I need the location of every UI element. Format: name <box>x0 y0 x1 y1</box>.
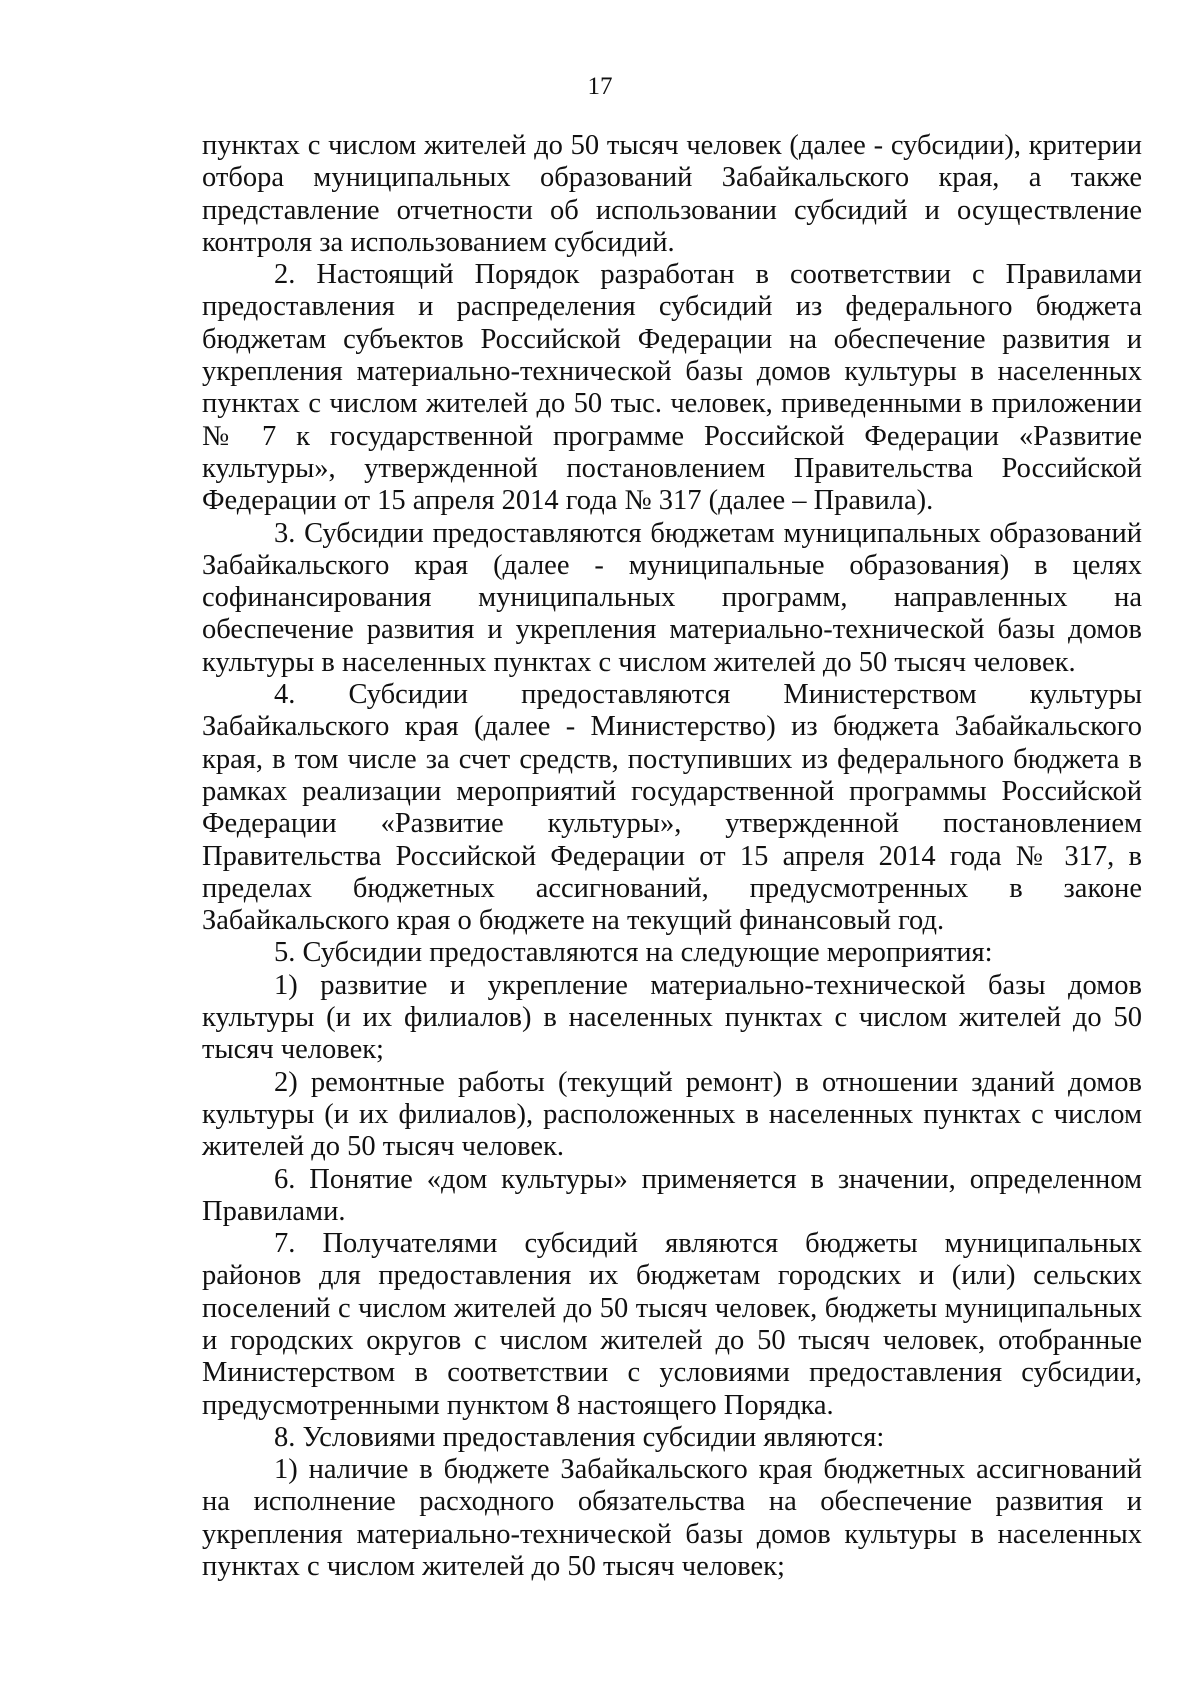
document-body <box>202 130 1142 1583</box>
paragraph-8: 8. Условиями предоставления субсидии являются: <box>274 1421 885 1453</box>
paragraph-5: 5. Субсидии предоставляются на следующие мероприятия: <box>274 937 993 969</box>
paragraph-3: 3. Субсидии предоставляются бюджетам муниципальных образований Забайкальского края (далее - муниципальные образования) в целях софинансирования муниципальных программ, направленных на обеспечение развития и укрепления материально-технической базы домов культуры в населенных пунктах с числом жителей до 50 тысяч человек. <box>202 517 1142 678</box>
paragraph-4: 4. Субсидии предоставляются Министерством культуры Забайкальского края (далее - Министерство) из бюджета Забайкальского края, в том числе за счет средств, поступивших из федерального бюджета в рамках реализации мероприятий государственной программы Российской Федерации «Развитие культуры», утвержденной постановлением Правительства Российской Федерации от 15 апреля 2014 года № 317, в пределах бюджетных ассигнований, предусмотренных в законе Забайкальского края о бюджете на текущий финансовый год. <box>202 679 1142 937</box>
page-number: 17 <box>587 73 613 100</box>
paragraph-continuation: пунктах с числом жителей до 50 тысяч человек (далее - субсидии), критерии отбора муниципальных образований Забайкальского края, а также представление отчетности об использовании субсидий и осуществление контроля за использованием субсидий. <box>202 130 1142 258</box>
paragraph-2: 2. Настоящий Порядок разработан в соответствии с Правилами предоставления и распределения субсидий из федерального бюджета бюджетам субъектов Российской Федерации на обеспечение развития и укрепления материально-технической базы домов культуры в населенных пунктах с числом жителей до 50 тыс. человек, приведенными в приложении № 7 к государственной программе Российской Федерации «Развитие культуры», утвержденной постановлением Правительства Российской Федерации от 15 апреля 2014 года № 317 (далее – Правила). <box>202 259 1142 517</box>
paragraph-6: 6. Понятие «дом культуры» применяется в значении, определенном Правилами. <box>202 1163 1142 1227</box>
paragraph-5-item-2: 2) ремонтные работы (текущий ремонт) в отношении зданий домов культуры (и их филиалов), расположенных в населенных пунктах с числом жителей до 50 тысяч человек. <box>202 1066 1142 1163</box>
paragraph-5-item-1: 1) развитие и укрепление материально-технической базы домов культуры (и их филиалов) в населенных пунктах с числом жителей до 50 тысяч человек; <box>202 969 1142 1066</box>
paragraph-8-item-1: 1) наличие в бюджете Забайкальского края бюджетных ассигнований на исполнение расходного обязательства на обеспечение развития и укрепления материально-технической базы домов культуры в населенных пунктах с числом жителей до 50 тысяч человек; <box>202 1454 1142 1583</box>
paragraph-7: 7. Получателями субсидий являются бюджеты муниципальных районов для предоставления их бюджетам городских и (или) сельских поселений с числом жителей до 50 тысяч человек, бюджеты муниципальных и городских округов с числом жителей до 50 тысяч человек, отобранные Министерством в соответствии с условиями предоставления субсидии, предусмотренными пунктом 8 настоящего Порядка. <box>202 1228 1142 1421</box>
